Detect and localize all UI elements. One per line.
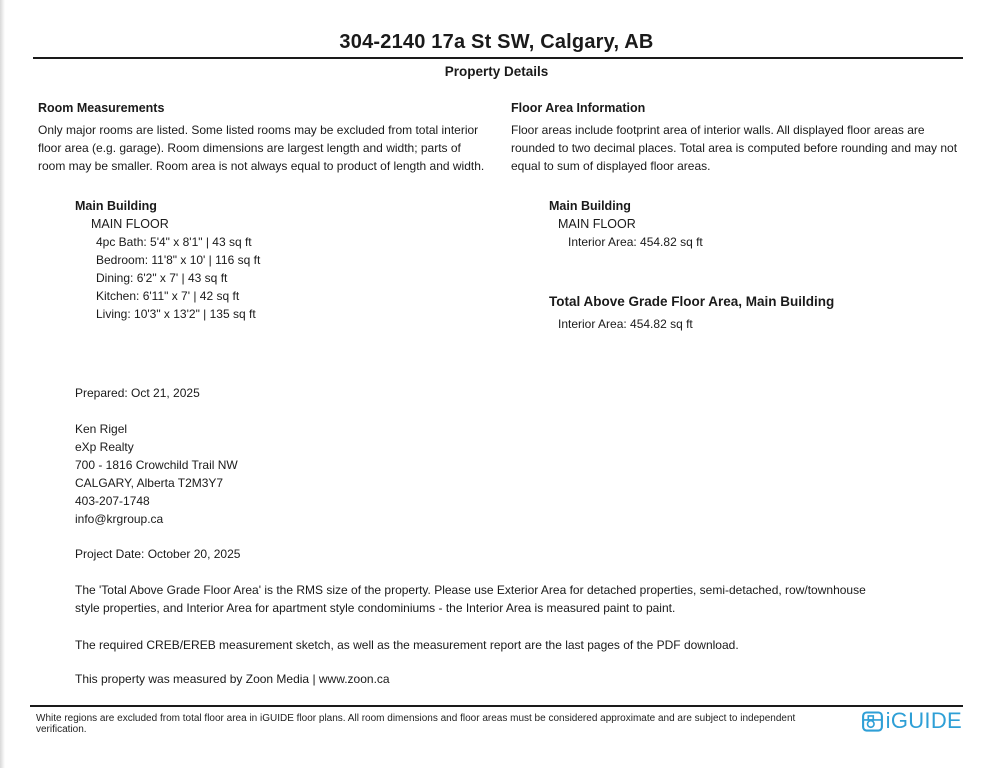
creb-note-paragraph: The required CREB/EREB measurement sketch, as well as the measurement report are the last pages of the PDF download.	[75, 638, 739, 652]
building-name: Main Building	[75, 199, 157, 213]
iguide-camera-icon	[861, 710, 884, 733]
floor-name: MAIN FLOOR	[558, 217, 636, 231]
footer-divider	[30, 705, 963, 707]
agent-name: Ken Rigel	[75, 422, 128, 436]
agent-phone: 403-207-1748	[75, 494, 150, 508]
floor-area-information-section	[511, 101, 966, 333]
room-measurements-building-block	[75, 197, 490, 323]
room-measurements-description: Only major rooms are listed. Some listed rooms may be excluded from total interior floor area (e.g. garage). Room dimensions are largest length and width; parts of room may be smaller. Room area is not always equal to product of length and width.	[38, 123, 485, 173]
room-measurements-section	[38, 101, 490, 323]
project-date-line: Project Date: October 20, 2025	[75, 547, 241, 561]
floor-name: MAIN FLOOR	[91, 217, 169, 231]
prepared-date-line: Prepared: Oct 21, 2025	[75, 386, 200, 400]
room-list	[96, 233, 490, 323]
header-divider	[33, 57, 963, 59]
total-interior-area-line: Interior Area: 454.82 sq ft	[558, 317, 693, 331]
room-line-dining: Dining: 6'2" x 7' | 43 sq ft	[96, 271, 228, 285]
agent-address-line1: 700 - 1816 Crowchild Trail NW	[75, 458, 238, 472]
measured-by-line: This property was measured by Zoon Media | www.zoon.ca	[75, 672, 390, 686]
room-line-living: Living: 10'3" x 13'2" | 135 sq ft	[96, 307, 256, 321]
room-line-kitchen: Kitchen: 6'11" x 7' | 42 sq ft	[96, 289, 240, 303]
room-line-4pc-bath: 4pc Bath: 5'4" x 8'1" | 43 sq ft	[96, 235, 252, 249]
floor-area-information-heading: Floor Area Information	[511, 101, 646, 115]
floor-area-information-description: Floor areas include footprint area of interior walls. All displayed floor areas are rounded to two decimal places. Total area is computed before rounding and may not equal to sum of displayed floor areas.	[511, 123, 958, 173]
iguide-logo-text: iGUIDE	[885, 708, 962, 733]
page-title: 304-2140 17a St SW, Calgary, AB	[339, 31, 654, 53]
room-line-bedroom: Bedroom: 11'8" x 10' | 116 sq ft	[96, 253, 261, 267]
page-edge-shadow	[0, 0, 5, 768]
total-above-grade-block	[549, 292, 966, 333]
agent-company: eXp Realty	[75, 440, 134, 454]
page-subtitle: Property Details	[444, 64, 549, 79]
iguide-logo	[861, 708, 962, 734]
floor-area-building-block	[549, 197, 966, 251]
agent-email: info@krgroup.ca	[75, 512, 164, 526]
interior-area-line: Interior Area: 454.82 sq ft	[568, 235, 703, 249]
room-measurements-heading: Room Measurements	[38, 101, 165, 115]
rms-note-paragraph: The 'Total Above Grade Floor Area' is the RMS size of the property. Please use Exterior Area for detached properties, semi-detached, row/townhouse style properties, and Interior Area for apartment style condominiums - the Interior Area is measured paint to paint.	[75, 583, 866, 615]
footer-disclaimer: White regions are excluded from total floor area in iGUIDE floor plans. All room dimensions and floor areas must be considered approximate and are subject to independent verification.	[36, 713, 796, 735]
total-above-grade-heading: Total Above Grade Floor Area, Main Building	[549, 294, 835, 309]
agent-contact-block	[75, 420, 238, 528]
building-name: Main Building	[549, 199, 631, 213]
agent-address-line2: CALGARY, Alberta T2M3Y7	[75, 476, 224, 490]
